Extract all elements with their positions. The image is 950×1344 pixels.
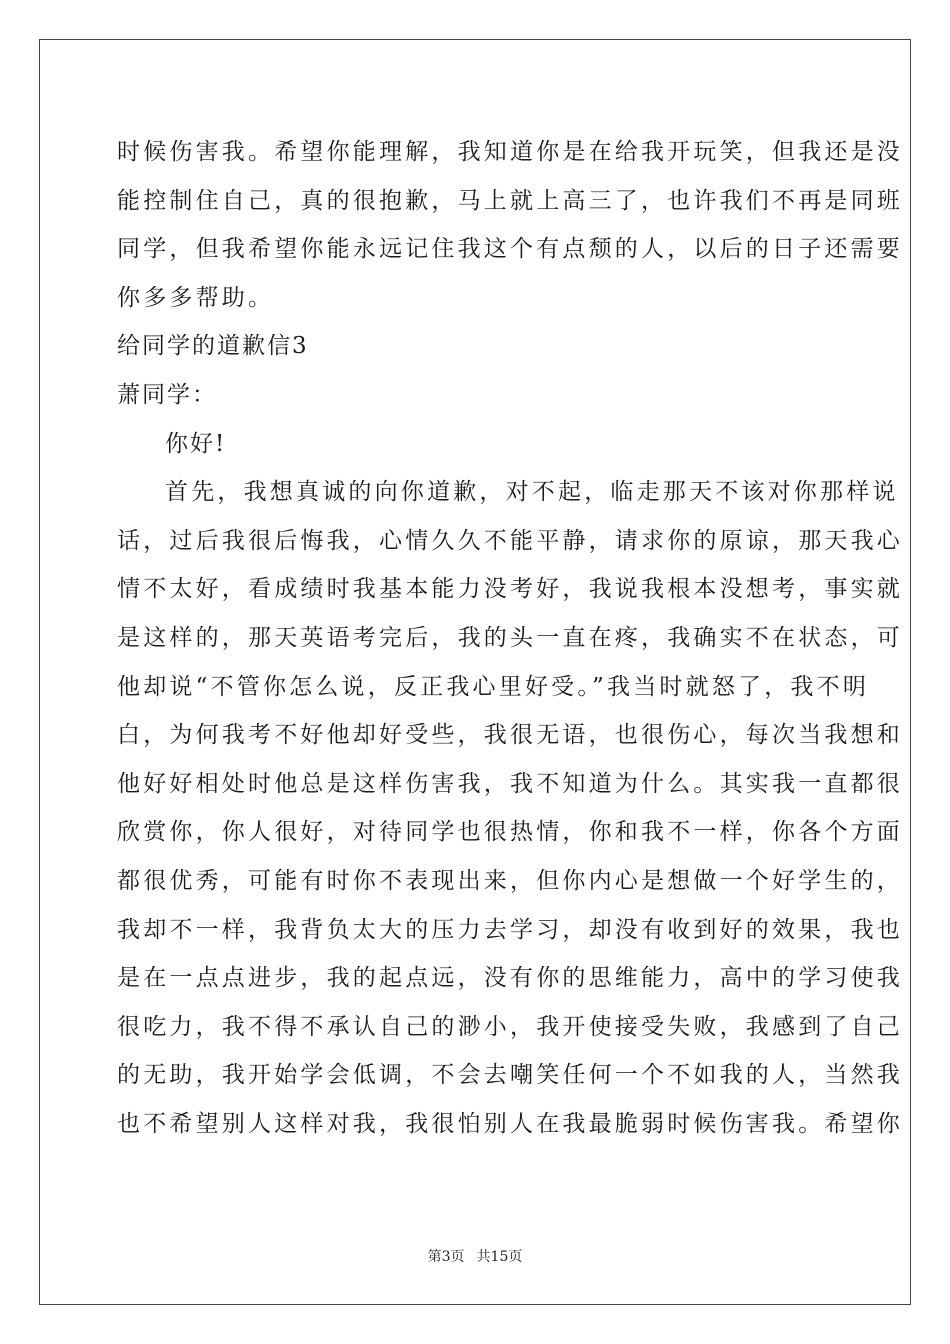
text-line: 时候伤害我。希望你能理解，我知道你是在给我开玩笑，但我还是没 <box>117 139 903 165</box>
text-line: 都很优秀，可能有时你不表现出来，但你内心是想做一个好学生的， <box>117 867 903 894</box>
text-line: 他却说“不管你怎么说，反正我心里好受。”我当时就怒了，我不明 <box>117 673 870 700</box>
text-line: 白，为何我考不好他却好受些，我很无语，也很伤心，每次当我想和 <box>117 722 903 749</box>
salutation: 萧同学： <box>117 381 217 408</box>
text-line: 首先，我想真诚的向你道歉，对不起，临走那天不该对你那样说 <box>165 479 899 506</box>
text-line: 我却不一样，我背负太大的压力去学习，却没有收到好的效果，我也 <box>117 916 903 943</box>
text-line: 是在一点点进步，我的起点远，没有你的思维能力，高中的学习使我 <box>117 965 903 992</box>
page-footer <box>0 1248 950 1266</box>
text-line: 欣赏你，你人很好，对待同学也很热情，你和我不一样，你各个方面 <box>117 819 903 846</box>
text-line: 是这样的，那天英语考完后，我的头一直在疼，我确实不在状态，可 <box>117 624 903 651</box>
text-line: 话，过后我很后悔我，心情久久不能平静，请求你的原谅，那天我心 <box>117 527 903 554</box>
text-line: 的无助，我开始学会低调，不会去嘲笑任何一个不如我的人，当然我 <box>117 1062 903 1089</box>
text-line: 你多多帮助。 <box>117 284 275 311</box>
text-line: 情不太好，看成绩时我基本能力没考好，我说我根本没想考，事实就 <box>117 576 903 603</box>
document-body <box>117 128 903 1148</box>
section-heading: 给同学的道歉信3 <box>117 333 309 360</box>
text-line: 他好好相处时他总是这样伤害我，我不知道为什么。其实我一直都很 <box>117 770 903 797</box>
text-line: 同学，但我希望你能永远记住我这个有点颓的人，以后的日子还需要 <box>117 236 903 263</box>
text-line: 能控制住自己，真的很抱歉，马上就上高三了，也许我们不再是同班 <box>117 187 903 214</box>
greeting: 你好! <box>165 430 227 457</box>
page-total: 共15页 <box>476 1249 523 1265</box>
text-line: 很吃力，我不得不承认自己的渺小，我开使接受失败，我感到了自己 <box>117 1013 903 1040</box>
text-line: 也不希望别人这样对我，我很怕别人在我最脆弱时候伤害我。希望你 <box>117 1110 903 1137</box>
page-number: 第3页 <box>427 1249 465 1265</box>
